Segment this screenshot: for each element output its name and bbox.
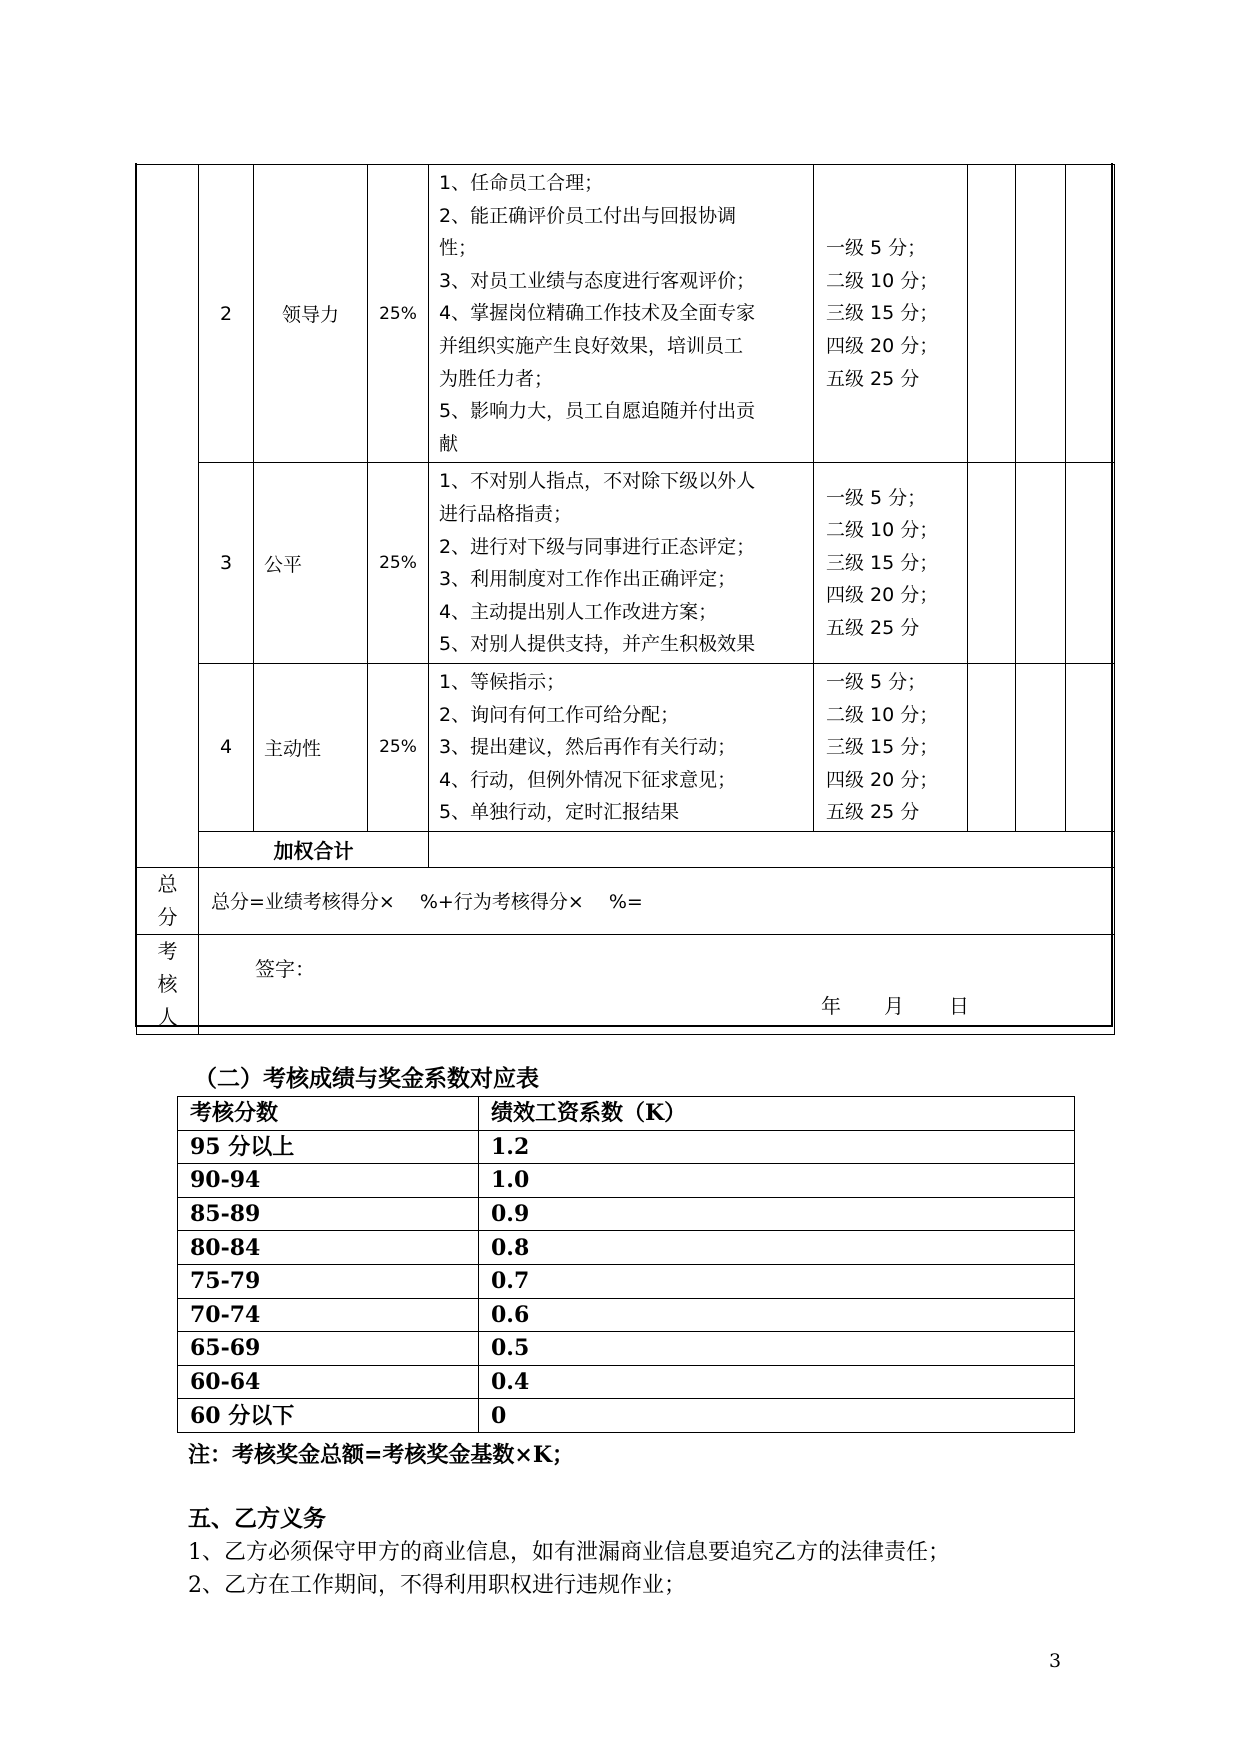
score-line: 一级 5 分； <box>826 670 927 693</box>
weighted-total-label: 加权合计 <box>199 831 429 867</box>
score-line: 三级 15 分； <box>826 302 939 325</box>
reviewer-signature-area[interactable] <box>199 934 1115 1034</box>
item-name: 主动性 <box>254 663 368 831</box>
criteria-line: 3、提出建议，然后再作有关行动； <box>439 736 737 759</box>
coefficient-table <box>177 1096 1075 1433</box>
weighted-total-value[interactable] <box>429 831 1115 867</box>
score-levels <box>814 165 968 463</box>
blank-cell[interactable] <box>1066 663 1115 831</box>
blank-cell[interactable] <box>968 463 1016 664</box>
score-range: 60 分以下 <box>178 1399 479 1433</box>
label-char: 考 <box>157 938 178 963</box>
date-year: 年 <box>821 993 841 1018</box>
table-row <box>178 1399 1075 1433</box>
score-line: 一级 5 分； <box>826 486 927 509</box>
blank-cell[interactable] <box>1016 165 1066 463</box>
total-label <box>137 867 199 934</box>
total-formula[interactable]: 总分=业绩考核得分× %+行为考核得分× %= <box>199 867 1115 934</box>
score-line: 四级 20 分； <box>826 768 939 791</box>
criteria-line: 献 <box>439 432 459 455</box>
score-range: 60-64 <box>178 1365 479 1399</box>
blank-cell[interactable] <box>1016 663 1066 831</box>
table-header-row <box>178 1097 1075 1131</box>
score-line: 二级 10 分； <box>826 519 939 542</box>
date-month: 月 <box>884 993 904 1018</box>
coefficient-value: 0.5 <box>479 1332 1075 1366</box>
criteria-description <box>429 165 814 463</box>
label-char: 人 <box>157 1004 178 1029</box>
reviewer-row <box>137 934 1115 1034</box>
criteria-line: 4、掌握岗位精确工作技术及全面专家 <box>439 302 756 325</box>
score-line: 二级 10 分； <box>826 703 939 726</box>
table-row <box>178 1332 1075 1366</box>
table-row <box>137 463 1115 664</box>
table-row <box>137 663 1115 831</box>
score-line: 二级 10 分； <box>826 269 939 292</box>
coefficient-value: 1.0 <box>479 1164 1075 1198</box>
criteria-line: 4、行动，但例外情况下征求意见； <box>439 768 737 791</box>
criteria-line: 1、不对别人指点，不对除下级以外人 <box>439 470 756 493</box>
table-row <box>137 165 1115 463</box>
page-number: 3 <box>1049 1650 1062 1672</box>
section-title: 五、乙方义务 <box>188 1505 326 1532</box>
header-score: 考核分数 <box>178 1097 479 1131</box>
score-levels <box>814 663 968 831</box>
criteria-line: 1、等候指示； <box>439 670 566 693</box>
criteria-line: 1、任命员工合理； <box>439 172 604 194</box>
criteria-line: 2、能正确评价员工付出与回报协调 <box>439 204 737 227</box>
coefficient-value: 0.7 <box>479 1264 1075 1298</box>
score-line: 五级 25 分 <box>826 801 920 824</box>
weight: 25% <box>368 463 429 664</box>
criteria-line: 2、询问有何工作可给分配； <box>439 703 680 726</box>
criteria-line: 3、对员工业绩与态度进行客观评价； <box>439 269 756 292</box>
signature-label: 签字： <box>255 956 315 981</box>
score-range: 90-94 <box>178 1164 479 1198</box>
score-line: 五级 25 分 <box>826 367 920 390</box>
score-range: 70-74 <box>178 1298 479 1332</box>
label-char: 分 <box>157 904 178 929</box>
item-name: 领导力 <box>254 165 368 463</box>
row-number: 4 <box>199 663 254 831</box>
blank-cell[interactable] <box>1066 463 1115 664</box>
score-line: 四级 20 分； <box>826 584 939 607</box>
reviewer-label <box>137 934 199 1034</box>
item-name: 公平 <box>254 463 368 664</box>
score-line: 一级 5 分； <box>826 237 927 260</box>
score-line: 五级 25 分 <box>826 617 920 640</box>
criteria-description <box>429 463 814 664</box>
table-row <box>178 1298 1075 1332</box>
section-title: （二）考核成绩与奖金系数对应表 <box>194 1065 539 1092</box>
label-char: 总 <box>157 871 178 896</box>
coefficient-value: 0.4 <box>479 1365 1075 1399</box>
score-line: 三级 15 分； <box>826 551 939 574</box>
table-row <box>178 1264 1075 1298</box>
label-char: 核 <box>157 971 178 996</box>
note: 注：考核奖金总额=考核奖金基数×K； <box>188 1442 574 1468</box>
criteria-line: 5、单独行动，定时汇报结果 <box>439 801 680 824</box>
score-range: 95 分以上 <box>178 1130 479 1164</box>
criteria-line: 进行品格指责； <box>439 502 573 525</box>
criteria-line: 4、主动提出别人工作改进方案； <box>439 600 718 623</box>
coefficient-value: 0.8 <box>479 1231 1075 1265</box>
category-cell <box>137 165 199 868</box>
criteria-line: 性； <box>439 237 478 260</box>
row-number: 3 <box>199 463 254 664</box>
blank-cell[interactable] <box>1016 463 1066 664</box>
score-levels <box>814 463 968 664</box>
score-range: 80-84 <box>178 1231 479 1265</box>
coefficient-value: 1.2 <box>479 1130 1075 1164</box>
criteria-line: 5、对别人提供支持，并产生积极效果 <box>439 633 756 656</box>
score-range: 75-79 <box>178 1264 479 1298</box>
table-row <box>178 1197 1075 1231</box>
table-row <box>178 1231 1075 1265</box>
date-day: 日 <box>949 993 969 1018</box>
evaluation-table <box>136 164 1115 1035</box>
blank-cell[interactable] <box>968 165 1016 463</box>
obligation-item: 1、乙方必须保守甲方的商业信息，如有泄漏商业信息要追究乙方的法律责任； <box>188 1540 950 1565</box>
score-line: 四级 20 分； <box>826 334 939 357</box>
criteria-line: 为胜任力者； <box>439 367 554 390</box>
header-coefficient: 绩效工资系数（K） <box>479 1097 1075 1131</box>
score-range: 85-89 <box>178 1197 479 1231</box>
criteria-line: 2、进行对下级与同事进行正态评定； <box>439 535 756 558</box>
blank-cell[interactable] <box>1066 165 1115 463</box>
score-range: 65-69 <box>178 1332 479 1366</box>
coefficient-value: 0.6 <box>479 1298 1075 1332</box>
weight: 25% <box>368 663 429 831</box>
table-row <box>178 1365 1075 1399</box>
weighted-total-row <box>137 831 1115 867</box>
coefficient-value: 0 <box>479 1399 1075 1433</box>
criteria-line: 并组织实施产生良好效果，培训员工 <box>439 334 744 357</box>
blank-cell[interactable] <box>968 663 1016 831</box>
score-line: 三级 15 分； <box>826 736 939 759</box>
criteria-line: 5、影响力大，员工自愿追随并付出贡 <box>439 400 756 423</box>
row-number: 2 <box>199 165 254 463</box>
criteria-line: 3、利用制度对工作作出正确评定； <box>439 568 737 591</box>
total-row <box>137 867 1115 934</box>
weight: 25% <box>368 165 429 463</box>
coefficient-value: 0.9 <box>479 1197 1075 1231</box>
criteria-description <box>429 663 814 831</box>
table-row <box>178 1164 1075 1198</box>
obligation-item: 2、乙方在工作期间，不得利用职权进行违规作业； <box>188 1573 686 1598</box>
table-row <box>178 1130 1075 1164</box>
